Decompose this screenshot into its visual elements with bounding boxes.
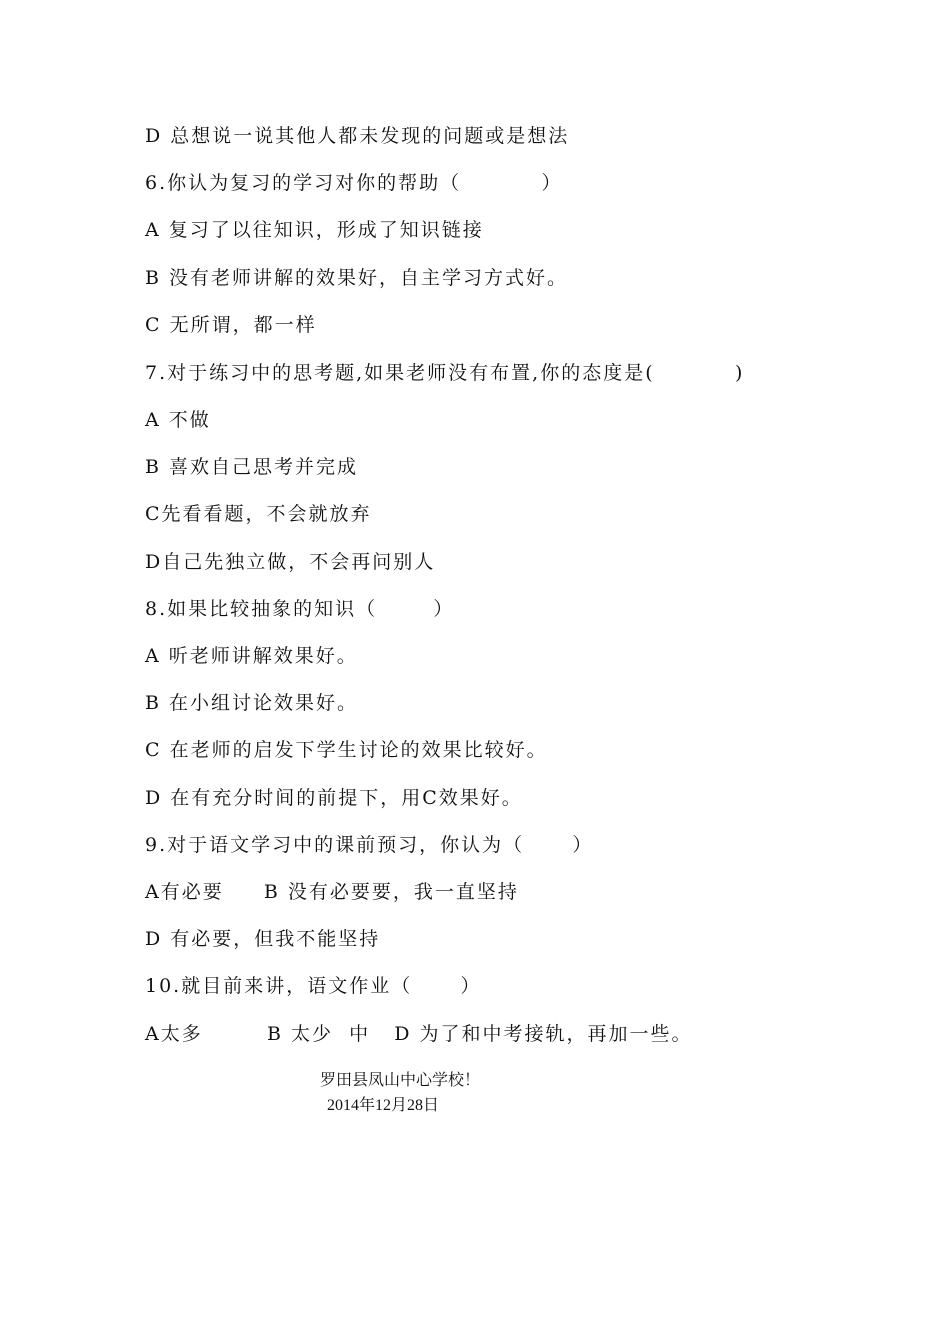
- option-line: B 没有老师讲解的效果好，自主学习方式好。: [145, 267, 569, 289]
- option-line: C 无所谓，都一样: [145, 314, 317, 336]
- option-line: C先看看题，不会就放弃: [145, 503, 372, 525]
- option-line: A 听老师讲解效果好。: [145, 645, 358, 667]
- option-line: A 复习了以往知识，形成了知识链接: [145, 219, 484, 241]
- question-line: 10.就目前来讲，语文作业（ ）: [145, 975, 482, 997]
- option-line: D 总想说一说其他人都未发现的问题或是想法: [145, 125, 570, 147]
- option-line: A有必要 B 没有必要要，我一直坚持: [145, 881, 519, 903]
- option-line: B 在小组讨论效果好。: [145, 692, 359, 714]
- option-line: B 喜欢自己思考并完成: [145, 456, 359, 478]
- option-line: D 有必要，但我不能坚持: [145, 928, 381, 950]
- question-line: 9.对于语文学习中的课前预习，你认为（ ）: [145, 834, 594, 856]
- option-line: C 在老师的启发下学生讨论的效果比较好。: [145, 739, 548, 761]
- option-line: A 不做: [145, 409, 211, 431]
- question-line: 6.你认为复习的学习对你的帮助（ ）: [145, 172, 563, 194]
- question-line: 7.对于练习中的思考题,如果老师没有布置,你的态度是( ): [145, 362, 745, 384]
- footer-school: 罗田县凤山中心学校！: [320, 1072, 481, 1089]
- option-line: D 在有充分时间的前提下，用C效果好。: [145, 787, 523, 809]
- option-line: D自己先独立做，不会再问别人: [145, 551, 436, 573]
- question-line: 8.如果比较抽象的知识（ ）: [145, 598, 455, 620]
- option-line: A太多 B 太少 中 D 为了和中考接轨，再加一些。: [145, 1023, 693, 1045]
- footer-date: 2014年12月28日: [327, 1097, 440, 1114]
